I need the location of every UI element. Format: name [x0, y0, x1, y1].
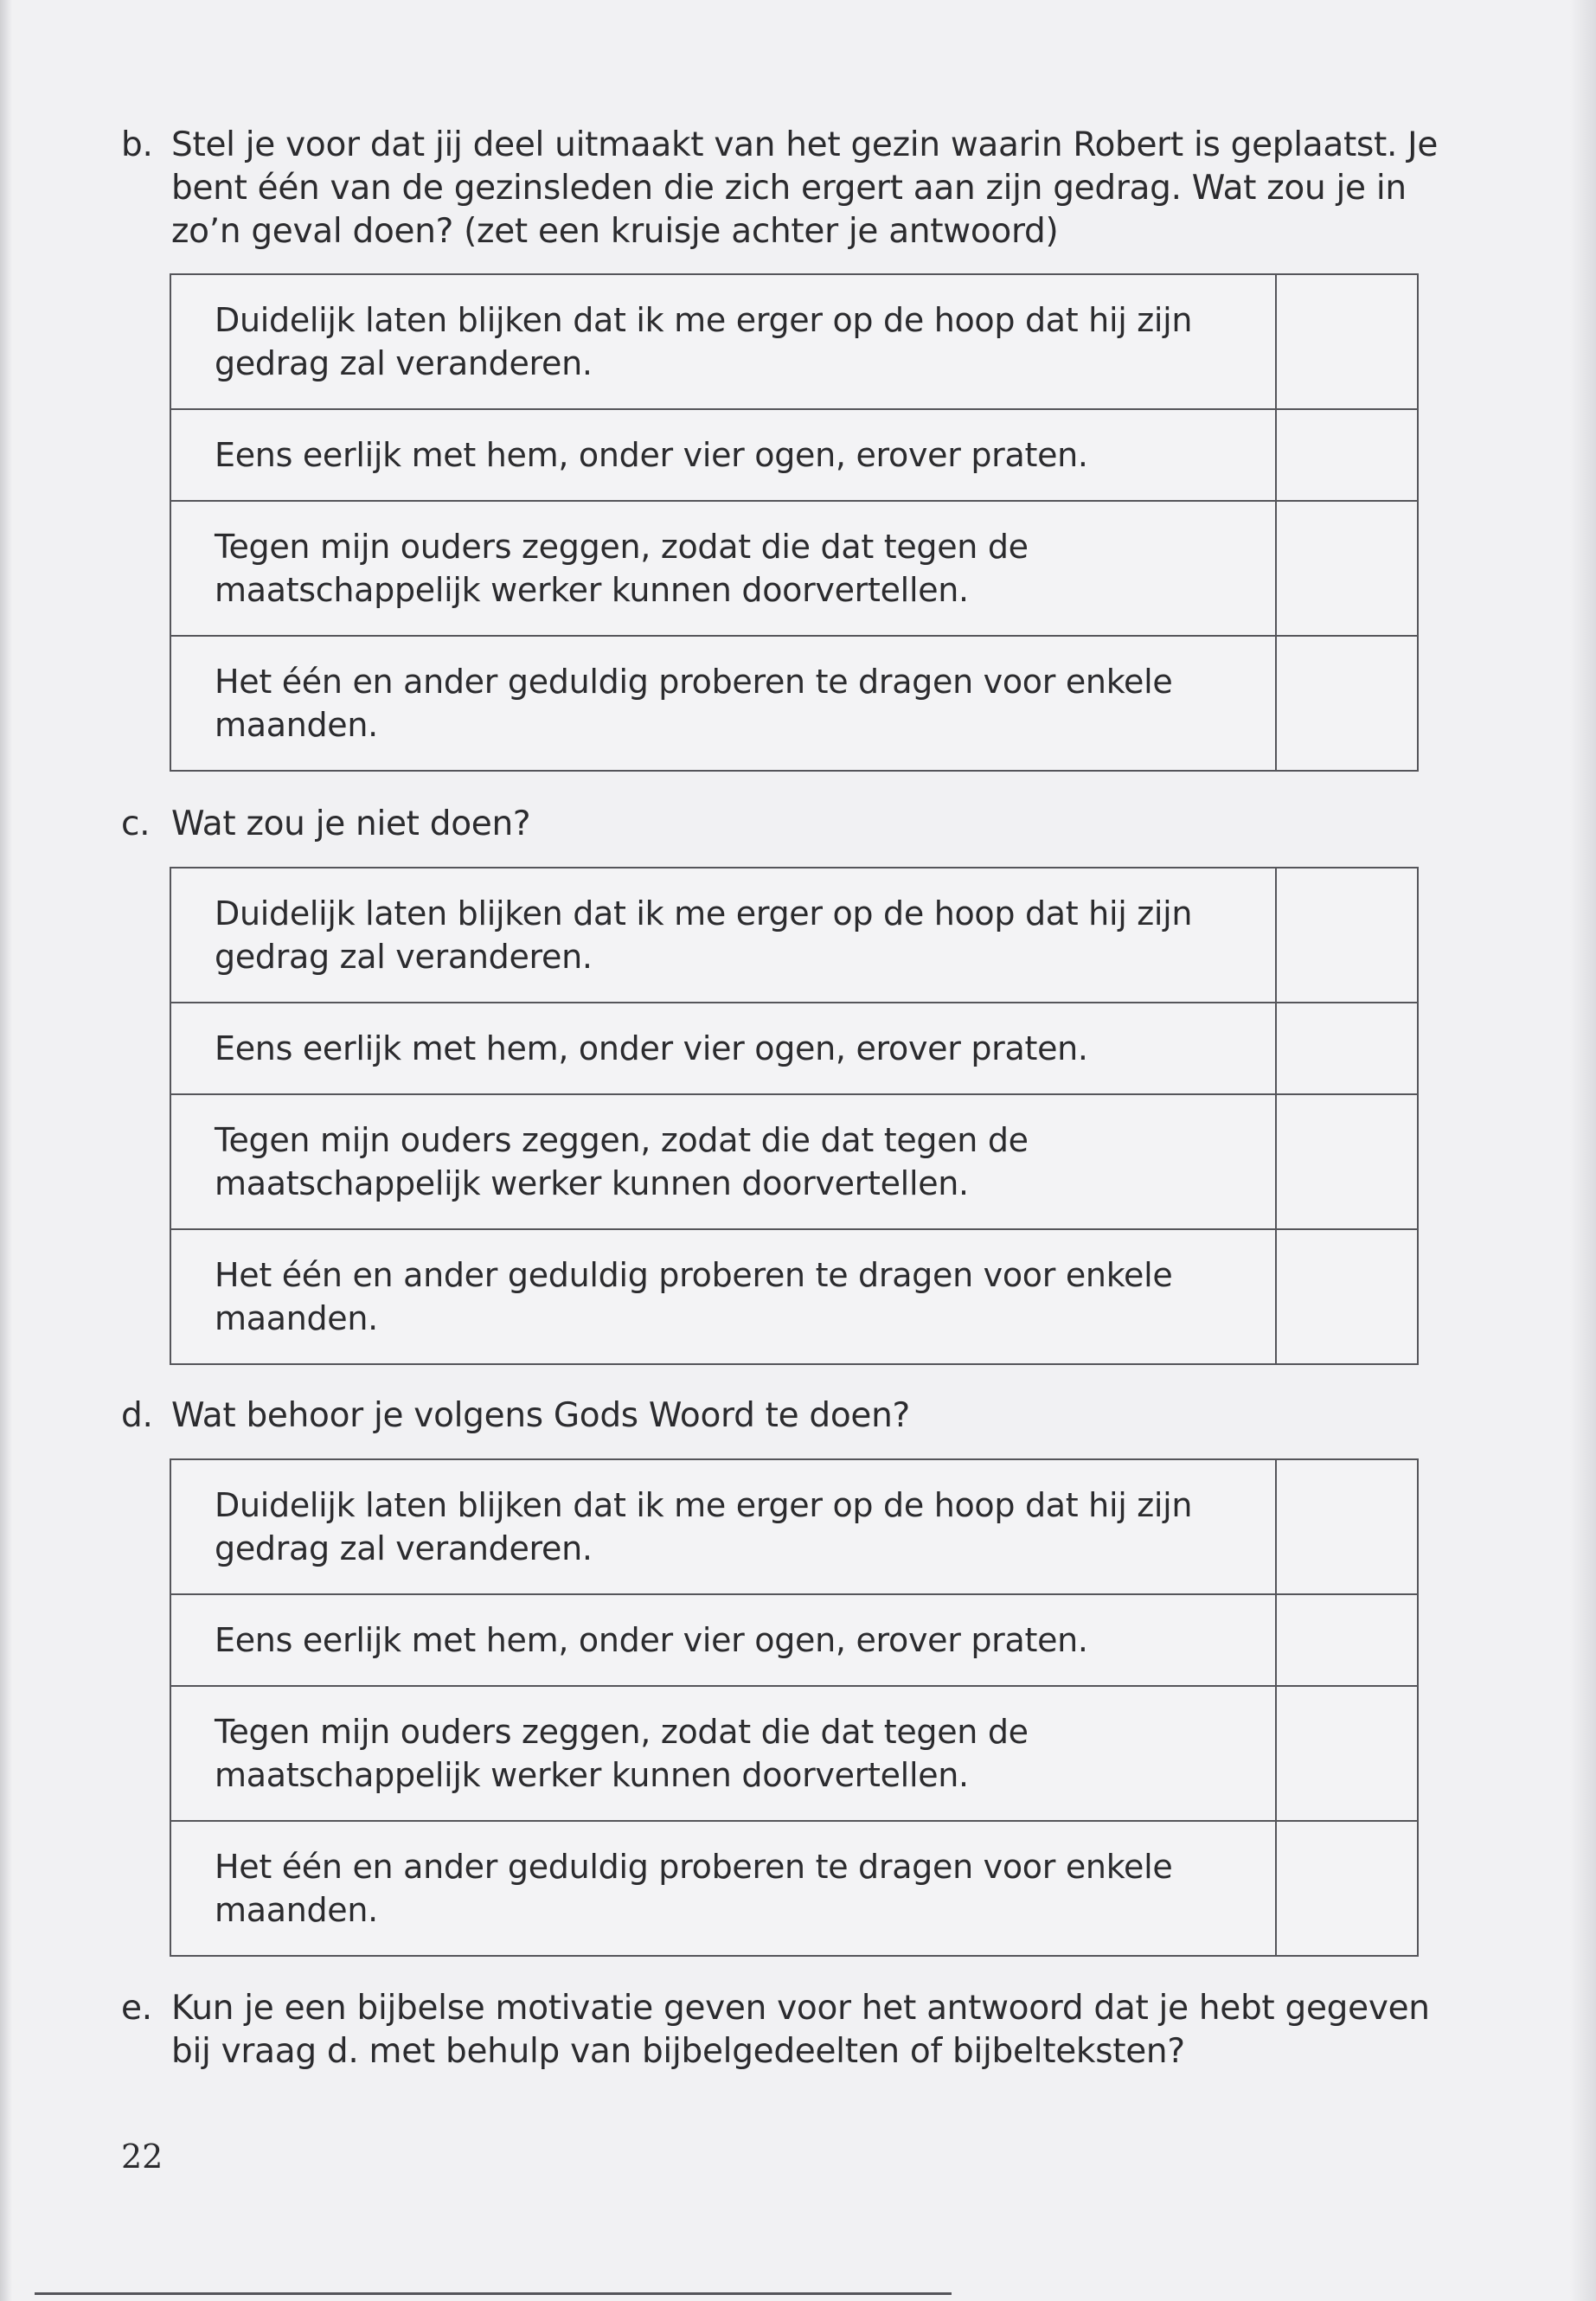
answer-row: [170, 409, 1418, 501]
answer-row: [170, 274, 1418, 409]
question-letter: d.: [121, 1396, 153, 1435]
answer-option-text: Tegen mijn ouders zeggen, zodat die dat tegen de maatschappelijk werker kunnen doorvertellen.: [170, 1094, 1276, 1229]
answer-table-b: [170, 273, 1419, 772]
question-letter: e.: [121, 1989, 152, 2028]
answer-checkbox[interactable]: [1276, 501, 1418, 636]
question-b: [121, 124, 1453, 253]
answer-row: [170, 1229, 1418, 1364]
answer-checkbox[interactable]: [1276, 1594, 1418, 1686]
question-letter: b.: [121, 125, 153, 164]
answer-option-text: Tegen mijn ouders zeggen, zodat die dat tegen de maatschappelijk werker kunnen doorvertellen.: [170, 1686, 1276, 1821]
answer-option-text: Het één en ander geduldig proberen te dragen voor enkele maanden.: [170, 1229, 1276, 1364]
answer-checkbox[interactable]: [1276, 409, 1418, 501]
answer-row: [170, 1821, 1418, 1956]
answer-checkbox[interactable]: [1276, 1459, 1418, 1594]
answer-checkbox[interactable]: [1276, 274, 1418, 409]
answer-option-text: Duidelijk laten blijken dat ik me erger op de hoop dat hij zijn gedrag zal veranderen.: [170, 1459, 1276, 1594]
answer-row: [170, 868, 1418, 1003]
answer-option-text: Eens eerlijk met hem, onder vier ogen, erover praten.: [170, 409, 1276, 501]
page-shadow-right: [1570, 0, 1596, 2301]
answer-row: [170, 1003, 1418, 1094]
answer-row: [170, 501, 1418, 636]
answer-row: [170, 1094, 1418, 1229]
answer-option-text: Tegen mijn ouders zeggen, zodat die dat tegen de maatschappelijk werker kunnen doorvertellen.: [170, 501, 1276, 636]
page-number: 22: [121, 2138, 163, 2176]
answer-row: [170, 1459, 1418, 1594]
question-text: Kun je een bijbelse motivatie geven voor het antwoord dat je hebt gegeven bij vraag d. met behulp van bijbelgedeelten of bijbelteksten?: [171, 1989, 1430, 2071]
answer-checkbox[interactable]: [1276, 1686, 1418, 1821]
answer-checkbox[interactable]: [1276, 636, 1418, 771]
answer-row: [170, 636, 1418, 771]
answer-table-c: [170, 867, 1419, 1365]
question-d: [121, 1394, 1453, 1438]
answer-checkbox[interactable]: [1276, 1003, 1418, 1094]
answer-option-text: Het één en ander geduldig proberen te dragen voor enkele maanden.: [170, 636, 1276, 771]
answer-option-text: Eens eerlijk met hem, onder vier ogen, erover praten.: [170, 1003, 1276, 1094]
answer-checkbox[interactable]: [1276, 868, 1418, 1003]
answer-row: [170, 1594, 1418, 1686]
question-e: [121, 1987, 1453, 2073]
question-text: Stel je voor dat jij deel uitmaakt van het gezin waarin Robert is geplaatst. Je bent één van de gezinsleden die zich ergert aan zijn gedrag. Wat zou je in zo’n geval doen? (zet een kruisje achter je antwoord): [171, 125, 1439, 251]
answer-option-text: Duidelijk laten blijken dat ik me erger op de hoop dat hij zijn gedrag zal veranderen.: [170, 274, 1276, 409]
question-c: [121, 803, 1453, 846]
answer-row: [170, 1686, 1418, 1821]
question-text: Wat behoor je volgens Gods Woord te doen?: [171, 1396, 910, 1435]
question-letter: c.: [121, 804, 151, 843]
answer-checkbox[interactable]: [1276, 1094, 1418, 1229]
answer-table-d: [170, 1458, 1419, 1957]
answer-option-text: Eens eerlijk met hem, onder vier ogen, erover praten.: [170, 1594, 1276, 1686]
answer-option-text: Duidelijk laten blijken dat ik me erger op de hoop dat hij zijn gedrag zal veranderen.: [170, 868, 1276, 1003]
question-text: Wat zou je niet doen?: [171, 804, 531, 843]
answer-checkbox[interactable]: [1276, 1229, 1418, 1364]
bottom-rule: [35, 2292, 952, 2295]
answer-checkbox[interactable]: [1276, 1821, 1418, 1956]
answer-option-text: Het één en ander geduldig proberen te dragen voor enkele maanden.: [170, 1821, 1276, 1956]
page-shadow-left: [0, 0, 12, 2301]
